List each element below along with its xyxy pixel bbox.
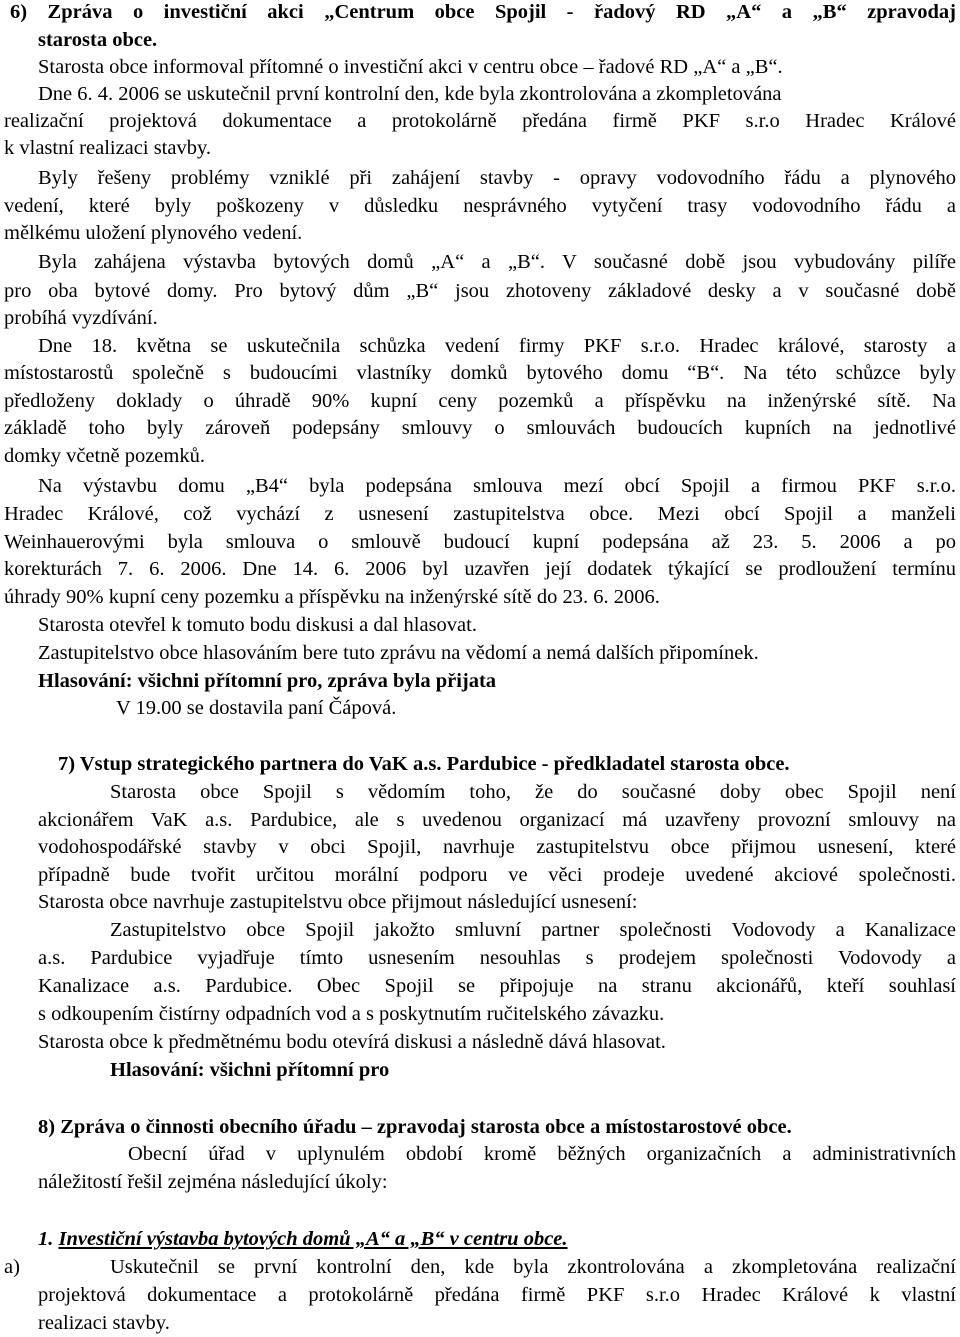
section-6-paragraph-line: vedení, které byly poškozeny v důsledku nesprávného vytyčení trasy vodovodního řádu a [4,195,956,217]
section-6-title-line-1: 6) Zpráva o investiční akci „Centrum obce Spojil - řadový RD „A“ a „B“ zpravodaj [10,1,956,23]
section-6-vote-result: Hlasování: všichni přítomní pro, zpráva byla přijata [38,670,497,692]
section-6-paragraph-line: Starosta obce informoval přítomné o investiční akci v centru obce – řadové RD „A“ a „B“. [38,56,783,78]
section-6-title-line-2: starosta obce. [38,29,158,51]
section-6-paragraph-line: probíhá vyzdívání. [4,307,158,329]
section-8-title: 8) Zpráva o činnosti obecního úřadu – zpravodaj starosta obce a místostarostové obce. [38,1116,792,1138]
subheading-number: 1. [38,1228,59,1250]
section-7-paragraph-line: vodohospodářské stavby v obci Spojil, navrhuje zastupitelstvu obce přijmou usnesení, které [38,836,956,858]
section-7-vote-result: Hlasování: všichni přítomní pro [110,1059,390,1081]
section-7-resolution-line: Zastupitelstvo obce Spojil jakožto smluvní partner společnosti Vodovody a Kanalizace [110,919,956,941]
section-6-paragraph-line: úhrady 90% kupní ceny pozemku a příspěvku na inženýrské sítě do 23. 6. 2006. [4,586,660,608]
section-7-title: 7) Vstup strategického partnera do VaK a.s. Pardubice - předkladatel starosta obce. [58,753,790,775]
section-6-paragraph-line: Byla zahájena výstavba bytových domů „A“ a „B“. V současné době jsou vybudovány pilíře [38,251,956,273]
section-6-paragraph-line: Na výstavbu domu „B4“ byla podepsána smlouva mezí obcí Spojil a firmou PKF s.r.o. [38,475,956,497]
section-6-paragraph-line: základě toho byly zároveň podepsány smlouvy o smlouvách budoucích kupních na jednotlivé [4,417,956,439]
section-6-note: V 19.00 se dostavila paní Čápová. [116,697,397,719]
list-item-a-line: realizaci stavby. [38,1312,170,1334]
section-6-paragraph-line: k vlastní realizaci stavby. [4,137,212,159]
section-6-paragraph-line: domky včetně pozemků. [4,445,205,467]
list-item-a-line: Uskutečnil se první kontrolní den, kde byla zkontrolována a zkompletována realizační [110,1256,956,1278]
section-6-paragraph-line: Dne 6. 4. 2006 se uskutečnil první kontrolní den, kde byla zkontrolována a zkompletována [38,83,782,105]
section-6-paragraph-line: Dne 18. května se uskutečnila schůzka vedení firmy PKF s.r.o. Hradec králové, starosty a [38,335,956,357]
section-8-paragraph-line: Obecní úřad v uplynulém období kromě běžných organizačních a administrativních [128,1143,956,1165]
section-6-paragraph-line: Zastupitelstvo obce hlasováním bere tuto zprávu na vědomí a nemá dalších připomínek. [38,642,759,664]
section-8-paragraph-line: náležitostí řešil zejména následující úkoly: [38,1171,388,1193]
section-8-subheading [38,1225,568,1253]
section-6-paragraph-line: pro oba bytové domy. Pro bytový dům „B“ jsou zhotoveny základové desky a v současné době [4,280,956,302]
section-6-paragraph-line: předloženy doklady o úhradě 90% kupní ceny pozemků a příspěvku na inženýrské sítě. Na [4,390,956,412]
section-6-paragraph-line: Starosta otevřel k tomuto bodu diskusi a dal hlasovat. [38,614,477,636]
list-item-a-line: projektová dokumentace a protokolárně předána firmě PKF s.r.o Hradec Králové k vlastní [38,1284,956,1306]
section-7-paragraph-line: Starosta obce k předmětnému bodu otevírá diskusi a následně dává hlasovat. [38,1031,666,1053]
section-6-paragraph-line: Weinhauerovými byla smlouva o smlouvě budoucí kupní podepsána až 23. 5. 2006 a po [4,531,956,553]
section-7-paragraph-line: akcionářem VaK a.s. Pardubice, ale s uvedenou organizací má uzavřeny provozní smlouvy na [38,809,956,831]
section-7-paragraph-line: Starosta obce Spojil s vědomím toho, že do současné doby obec Spojil není [110,781,956,803]
section-7-paragraph-line: případně bude tvořit určitou morální podporu ve věci prodeje uvedené akciové společnosti. [38,864,956,886]
section-7-paragraph-line: Starosta obce navrhuje zastupitelstvu obce přijmout následující usnesení: [38,891,638,913]
section-6-paragraph-line: Byly řešeny problémy vzniklé při zahájení stavby - opravy vodovodního řádu a plynového [38,167,956,189]
section-6-paragraph-line: korekturách 7. 6. 2006. Dne 14. 6. 2006 byl uzavřen její dodatek týkající se prodloužení termínu [4,558,956,580]
section-6-paragraph-line: místostarostů společně s budoucími vlastníky domků bytového domu “B“. Na této schůzce byly [4,362,956,384]
section-7-resolution-line: Kanalizace a.s. Pardubice. Obec Spojil se připojuje na stranu akcionářů, kteří souhlasí [38,975,956,997]
section-7-resolution-line: s odkoupením čistírny odpadních vod a s poskytnutím ručitelského závazku. [38,1003,665,1025]
subheading-title: Investiční výstavba bytových domů „A“ a „B“ v centru obce. [58,1228,568,1250]
list-item-label-a: a) [4,1256,20,1278]
section-7-resolution-line: a.s. Pardubice vyjadřuje tímto usnesením nesouhlas s prodejem společnosti Vodovody a [38,947,956,969]
section-6-paragraph-line: realizační projektová dokumentace a protokolárně předána firmě PKF s.r.o Hradec Králové [4,110,956,132]
section-6-paragraph-line: Hradec Králové, což vychází z usnesení zastupitelstva obce. Mezi obcí Spojil a manželi [4,503,956,525]
section-6-paragraph-line: mělkému uložení plynového vedení. [4,222,303,244]
